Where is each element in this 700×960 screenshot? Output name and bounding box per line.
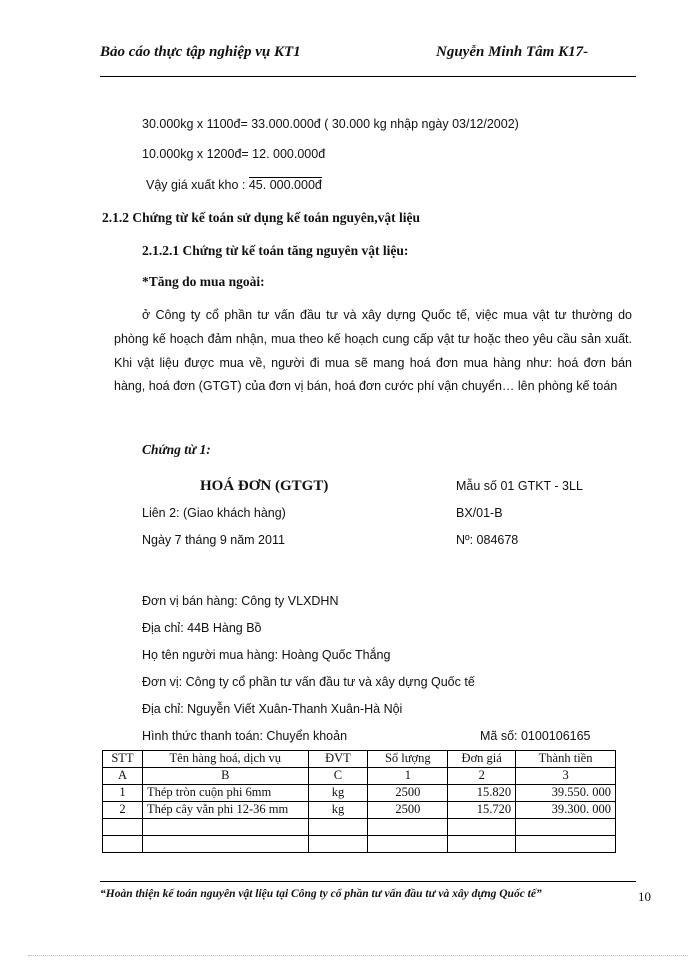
body-paragraph: ở Công ty cổ phần tư vấn đầu tư và xây dựng Quốc tế, việc mua vật tư thường do phòng kế hoạch đảm nhận, mua theo kế hoạch cung cấp vật tư hoặc theo yêu cầu sản xuất. Khi vật liệu được mua về, người đi mua sẽ mang hoá đơn mua hàng như: hoá đơn bán hàng, hoá đơn (GTGT) của đơn vị bán, hoá đơn cước phí vận chuyển… lên phòng kế toán: [114, 308, 632, 394]
code-cell: A: [103, 768, 143, 785]
row-name: Thép cây vằn phi 12-36 mm: [142, 802, 308, 819]
calc-line-1: 30.000kg x 1100đ= 33.000.000đ ( 30.000 kg nhập ngày 03/12/2002): [142, 117, 519, 131]
invoice-form-no: Mẫu số 01 GTKT - 3LL: [456, 479, 583, 493]
seller-address: Địa chỉ: 44B Hàng Bồ: [142, 621, 262, 635]
row-stt: 1: [103, 785, 143, 802]
row-price: 15.820: [448, 785, 516, 802]
row-unit: kg: [308, 785, 368, 802]
table-row: [103, 785, 616, 802]
heading-buy: *Tăng do mua ngoài:: [142, 274, 265, 289]
footer-title: “Hoàn thiện kế toán nguyên vật liệu tại Công ty cổ phần tư vấn đầu tư và xây dựng Quốc tế”: [100, 888, 542, 900]
row-amount: 39.300. 000: [516, 802, 616, 819]
invoice-series: BX/01-B: [456, 506, 503, 520]
seller-name: Đơn vị bán hàng: Công ty VLXDHN: [142, 594, 339, 608]
row-unit: kg: [308, 802, 368, 819]
table-header-row: [103, 751, 616, 768]
page-bottom-dotted-line: [28, 955, 688, 956]
header-left-title: Bảo cáo thực tập nghiệp vụ KT1: [100, 44, 301, 60]
footer-rule: [100, 881, 636, 882]
invoice-table: [102, 750, 616, 853]
heading-2-1-2-1: 2.1.2.1 Chứng từ kế toán tăng nguyên vật liệu:: [142, 243, 409, 258]
code-cell: B: [142, 768, 308, 785]
heading-2-1-2: 2.1.2 Chứng từ kế toán sử dụng kế toán nguyên,vật liệu: [102, 210, 420, 225]
row-price: 15.720: [448, 802, 516, 819]
invoice-number: Nº: 084678: [456, 533, 519, 547]
row-qty: 2500: [368, 802, 448, 819]
row-amount: 39.550. 000: [516, 785, 616, 802]
col-stt: STT: [103, 751, 143, 768]
col-qty: Số lượng: [368, 751, 448, 768]
buyer-unit: Đơn vị: Công ty cổ phần tư vấn đầu tư và xây dựng Quốc tế: [142, 675, 475, 689]
code-cell: 3: [516, 768, 616, 785]
col-name: Tên hàng hoá, dịch vụ: [142, 751, 308, 768]
row-stt: 2: [103, 802, 143, 819]
invoice-title: HOÁ ĐƠN (GTGT): [200, 478, 329, 494]
calc-line-2: 10.000kg x 1200đ= 12. 000.000đ: [142, 147, 326, 161]
invoice-copy: Liên 2: (Giao khách hàng): [142, 506, 286, 520]
calc-total: [146, 178, 322, 192]
document-label: Chứng từ 1:: [142, 442, 211, 457]
table-code-row: [103, 768, 616, 785]
buyer-address: Địa chỉ: Nguyễn Viết Xuân-Thanh Xuân-Hà Nội: [142, 702, 403, 716]
page-number: 10: [638, 889, 651, 904]
table-empty-row: [103, 819, 616, 836]
calc-total-value: 45. 000.000đ: [248, 178, 322, 192]
tax-code: Mã số: 0100106165: [480, 729, 591, 743]
invoice-date: Ngày 7 tháng 9 năm 2011: [142, 533, 285, 547]
payment-method: Hình thức thanh toán: Chuyển khoản: [142, 729, 348, 743]
code-cell: C: [308, 768, 368, 785]
buyer-name: Họ tên người mua hàng: Hoàng Quốc Thắng: [142, 648, 391, 662]
header-right-author: Nguyễn Minh Tâm K17-: [436, 44, 589, 60]
table-empty-row: [103, 836, 616, 853]
calc-total-label: Vậy giá xuất kho :: [146, 178, 246, 192]
row-name: Thép tròn cuộn phi 6mm: [142, 785, 308, 802]
row-qty: 2500: [368, 785, 448, 802]
table-row: [103, 802, 616, 819]
col-amount: Thành tiền: [516, 751, 616, 768]
col-unit: ĐVT: [308, 751, 368, 768]
code-cell: 1: [368, 768, 448, 785]
code-cell: 2: [448, 768, 516, 785]
header-rule: [100, 76, 636, 77]
col-price: Đơn giá: [448, 751, 516, 768]
